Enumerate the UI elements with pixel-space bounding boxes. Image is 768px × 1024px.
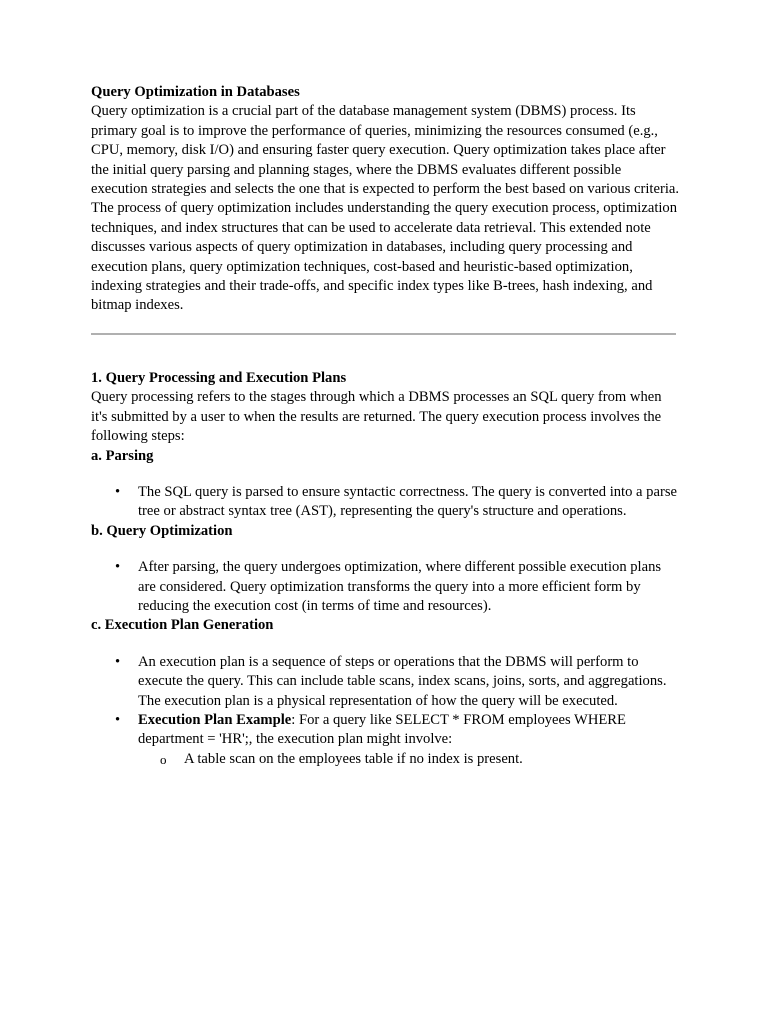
section-1-intro: Query processing refers to the stages through which a DBMS processes an SQL query from when it's submitted by a user to when the results are returned. The query execution process involves the following steps: (91, 389, 662, 445)
document-title: Query Optimization in Databases (91, 84, 300, 100)
list-item: • After parsing, the query undergoes optimization, where different possible execution plans are considered. Query optimization transforms the query into a more efficient form by reducing the execution cost (in terms of time and resources). (138, 558, 681, 616)
example-text: : For a query like SELECT * FROM employees WHERE department = 'HR';, the execution plan might involve: (138, 711, 626, 748)
execution-plan-generation-list (91, 653, 681, 769)
list-item-example (138, 711, 681, 769)
intro-paragraph-1: Query optimization is a crucial part of the database management system (DBMS) process. Its primary goal is to improve the performance of queries, minimizing the resources consumed (e.g., CPU, memory, disk I/O) and ensuring faster query execution. Query optimization takes place after the initial query parsing and planning stages, where the DBMS evaluates different possible execution strategies and selects the one that is expected to perform the best based on various criteria. (91, 103, 679, 198)
section-1-title: 1. Query Processing and Execution Plans (91, 369, 347, 386)
example-sub-list (138, 750, 681, 769)
query-optimization-list (91, 558, 681, 616)
query-optimization-heading: b. Query Optimization (91, 522, 233, 539)
intro-paragraph-2: The process of query optimization includes understanding the query execution process, optimization techniques, and index structures that can be used to accelerate data retrieval. This extended note discusses various aspects of query optimization in databases, including query processing and execution plans, query optimization techniques, cost-based and heuristic-based optimization, indexing strategies and their trade-offs, and specific index types like B-trees, hash indexing, and bitmap indexes. (91, 200, 678, 314)
sub-list-item: o A table scan on the employees table if no index is present. (184, 750, 681, 769)
parsing-list (91, 483, 681, 522)
document-page (91, 83, 681, 769)
list-item: • The SQL query is parsed to ensure syntactic correctness. The query is converted into a parse tree or abstract syntax tree (AST), representing the query's structure and operations. (138, 483, 681, 522)
execution-plan-generation-heading: c. Execution Plan Generation (91, 617, 274, 634)
parsing-heading: a. Parsing (91, 447, 154, 464)
example-label: Execution Plan Example (138, 711, 292, 728)
list-item: • An execution plan is a sequence of steps or operations that the DBMS will perform to execute the query. This can include table scans, index scans, joins, sorts, and aggregations. The execution plan is a physical representation of how the query will be executed. (138, 653, 681, 711)
